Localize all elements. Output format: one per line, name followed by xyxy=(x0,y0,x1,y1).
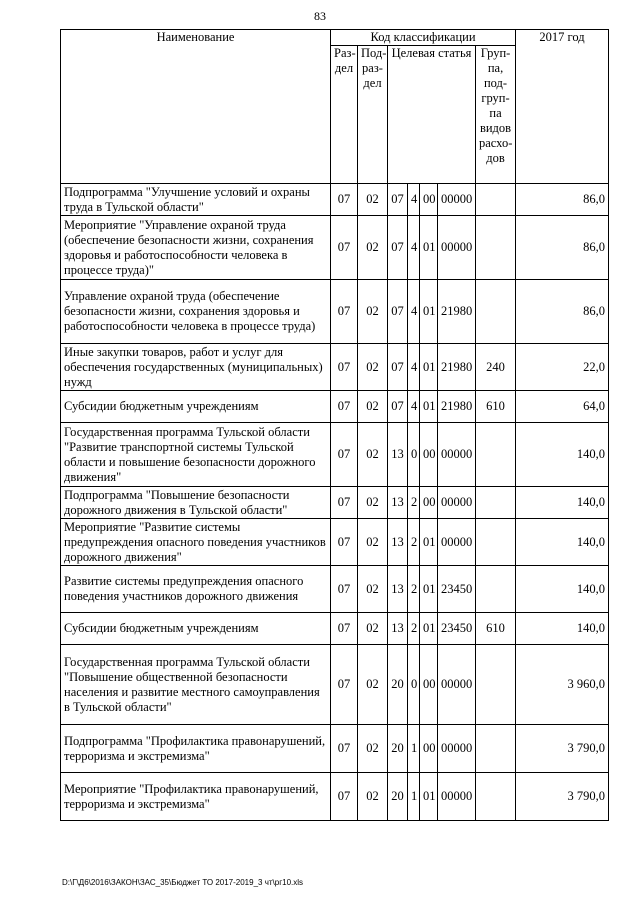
table-row xyxy=(61,725,609,773)
row-target-subprogram: 4 xyxy=(408,184,420,216)
row-target-program: 07 xyxy=(388,391,408,423)
row-target-program: 07 xyxy=(388,216,408,280)
row-razdel: 07 xyxy=(331,519,358,566)
row-expense-group xyxy=(476,566,516,613)
row-podrazdel: 02 xyxy=(358,391,388,423)
row-name: Мероприятие "Профилактика правонарушений, терроризма и экстремизма" xyxy=(61,773,331,821)
row-razdel: 07 xyxy=(331,725,358,773)
row-target-event: 01 xyxy=(420,344,438,391)
row-expense-group: 610 xyxy=(476,613,516,645)
row-target-program: 20 xyxy=(388,645,408,725)
row-target-direction: 00000 xyxy=(438,216,476,280)
row-target-subprogram: 4 xyxy=(408,280,420,344)
table-row xyxy=(61,344,609,391)
row-podrazdel: 02 xyxy=(358,280,388,344)
row-target-direction: 00000 xyxy=(438,725,476,773)
row-target-event: 00 xyxy=(420,184,438,216)
row-target-subprogram: 0 xyxy=(408,645,420,725)
row-target-program: 13 xyxy=(388,519,408,566)
table-row xyxy=(61,184,609,216)
row-target-program: 13 xyxy=(388,487,408,519)
header-razdel: Раз-дел xyxy=(331,46,358,184)
row-value-2017: 3 790,0 xyxy=(516,773,609,821)
row-value-2017: 140,0 xyxy=(516,423,609,487)
row-expense-group xyxy=(476,280,516,344)
row-expense-group: 240 xyxy=(476,344,516,391)
row-target-program: 13 xyxy=(388,566,408,613)
row-target-direction: 00000 xyxy=(438,773,476,821)
row-target-direction: 21980 xyxy=(438,391,476,423)
table-row xyxy=(61,423,609,487)
row-name: Субсидии бюджетным учреждениям xyxy=(61,391,331,423)
table-row xyxy=(61,773,609,821)
row-value-2017: 64,0 xyxy=(516,391,609,423)
row-value-2017: 86,0 xyxy=(516,184,609,216)
row-target-subprogram: 4 xyxy=(408,216,420,280)
row-expense-group xyxy=(476,423,516,487)
row-razdel: 07 xyxy=(331,645,358,725)
header-name: Наименование xyxy=(61,30,331,184)
row-name: Иные закупки товаров, работ и услуг для обеспечения государственных (муниципальных) нужд xyxy=(61,344,331,391)
row-target-event: 01 xyxy=(420,280,438,344)
row-target-program: 13 xyxy=(388,423,408,487)
row-name: Подпрограмма "Повышение безопасности дорожного движения в Тульской области" xyxy=(61,487,331,519)
row-podrazdel: 02 xyxy=(358,423,388,487)
row-name: Управление охраной труда (обеспечение безопасности жизни, сохранения здоровья и работоспособности человека в процессе труда) xyxy=(61,280,331,344)
row-target-subprogram: 2 xyxy=(408,566,420,613)
row-target-subprogram: 1 xyxy=(408,725,420,773)
row-expense-group xyxy=(476,184,516,216)
row-value-2017: 140,0 xyxy=(516,519,609,566)
row-name: Подпрограмма "Профилактика правонарушений, терроризма и экстремизма" xyxy=(61,725,331,773)
row-name: Государственная программа Тульской области "Повышение общественной безопасности населения и развитие местного самоуправления в Тульской области" xyxy=(61,645,331,725)
row-target-direction: 00000 xyxy=(438,423,476,487)
row-expense-group xyxy=(476,487,516,519)
table-row xyxy=(61,487,609,519)
row-podrazdel: 02 xyxy=(358,613,388,645)
table-row xyxy=(61,613,609,645)
page-number: 83 xyxy=(314,9,326,23)
row-target-direction: 00000 xyxy=(438,519,476,566)
row-razdel: 07 xyxy=(331,487,358,519)
row-target-subprogram: 4 xyxy=(408,344,420,391)
row-value-2017: 86,0 xyxy=(516,216,609,280)
table-row xyxy=(61,566,609,613)
row-razdel: 07 xyxy=(331,184,358,216)
header-code-classification: Код классификации xyxy=(331,30,516,46)
row-target-direction: 21980 xyxy=(438,344,476,391)
row-name: Мероприятие "Управление охраной труда (обеспечение безопасности жизни, сохранения здоровья и работоспособности человека в процессе труда)" xyxy=(61,216,331,280)
row-target-direction: 23450 xyxy=(438,566,476,613)
row-target-subprogram: 0 xyxy=(408,423,420,487)
row-target-event: 00 xyxy=(420,423,438,487)
row-expense-group: 610 xyxy=(476,391,516,423)
row-target-event: 01 xyxy=(420,391,438,423)
row-name: Мероприятие "Развитие системы предупреждения опасного поведения участников дорожного движения" xyxy=(61,519,331,566)
row-name: Субсидии бюджетным учреждениям xyxy=(61,613,331,645)
row-expense-group xyxy=(476,725,516,773)
file-path-footer: D:\Г\Д6\2016\ЗАКОН\ЗАС_35\Бюджет ТО 2017-2019_3 чт\рг10.xls xyxy=(62,878,304,887)
row-target-subprogram: 2 xyxy=(408,519,420,566)
row-value-2017: 22,0 xyxy=(516,344,609,391)
row-target-program: 07 xyxy=(388,344,408,391)
row-target-event: 01 xyxy=(420,773,438,821)
row-name: Подпрограмма "Улучшение условий и охраны труда в Тульской области" xyxy=(61,184,331,216)
row-razdel: 07 xyxy=(331,423,358,487)
row-value-2017: 140,0 xyxy=(516,487,609,519)
row-podrazdel: 02 xyxy=(358,519,388,566)
row-target-program: 13 xyxy=(388,613,408,645)
row-target-direction: 00000 xyxy=(438,184,476,216)
row-target-program: 07 xyxy=(388,280,408,344)
row-podrazdel: 02 xyxy=(358,566,388,613)
row-target-event: 00 xyxy=(420,487,438,519)
row-value-2017: 140,0 xyxy=(516,566,609,613)
row-value-2017: 3 790,0 xyxy=(516,725,609,773)
table-row xyxy=(61,519,609,566)
row-razdel: 07 xyxy=(331,344,358,391)
row-target-subprogram: 4 xyxy=(408,391,420,423)
row-target-event: 01 xyxy=(420,216,438,280)
row-razdel: 07 xyxy=(331,566,358,613)
row-podrazdel: 02 xyxy=(358,184,388,216)
row-target-direction: 23450 xyxy=(438,613,476,645)
row-target-program: 20 xyxy=(388,725,408,773)
row-target-subprogram: 1 xyxy=(408,773,420,821)
row-target-event: 00 xyxy=(420,725,438,773)
row-expense-group xyxy=(476,216,516,280)
row-podrazdel: 02 xyxy=(358,645,388,725)
row-name: Развитие системы предупреждения опасного поведения участников дорожного движения xyxy=(61,566,331,613)
header-podrazdel: Под-раз-дел xyxy=(358,46,388,184)
row-podrazdel: 02 xyxy=(358,344,388,391)
row-target-direction: 00000 xyxy=(438,645,476,725)
budget-table xyxy=(60,29,609,821)
row-target-direction: 21980 xyxy=(438,280,476,344)
table-row xyxy=(61,391,609,423)
row-target-subprogram: 2 xyxy=(408,613,420,645)
row-expense-group xyxy=(476,645,516,725)
row-name: Государственная программа Тульской области "Развитие транспортной системы Тульской области и повышение безопасности дорожного движения" xyxy=(61,423,331,487)
table-row xyxy=(61,280,609,344)
row-value-2017: 86,0 xyxy=(516,280,609,344)
header-group: Груп-па, под-груп-па видов расхо-дов xyxy=(476,46,516,184)
row-target-program: 07 xyxy=(388,184,408,216)
row-podrazdel: 02 xyxy=(358,773,388,821)
table-row xyxy=(61,216,609,280)
row-target-event: 01 xyxy=(420,613,438,645)
row-target-program: 20 xyxy=(388,773,408,821)
row-target-direction: 00000 xyxy=(438,487,476,519)
row-podrazdel: 02 xyxy=(358,725,388,773)
row-target-event: 01 xyxy=(420,566,438,613)
row-razdel: 07 xyxy=(331,280,358,344)
row-target-subprogram: 2 xyxy=(408,487,420,519)
row-target-event: 00 xyxy=(420,645,438,725)
row-razdel: 07 xyxy=(331,216,358,280)
row-razdel: 07 xyxy=(331,391,358,423)
row-value-2017: 140,0 xyxy=(516,613,609,645)
row-podrazdel: 02 xyxy=(358,487,388,519)
row-target-event: 01 xyxy=(420,519,438,566)
row-expense-group xyxy=(476,519,516,566)
row-razdel: 07 xyxy=(331,613,358,645)
row-razdel: 07 xyxy=(331,773,358,821)
row-podrazdel: 02 xyxy=(358,216,388,280)
table-row xyxy=(61,645,609,725)
header-target: Целевая статья xyxy=(388,46,476,184)
header-year: 2017 год xyxy=(516,30,609,184)
row-expense-group xyxy=(476,773,516,821)
row-value-2017: 3 960,0 xyxy=(516,645,609,725)
